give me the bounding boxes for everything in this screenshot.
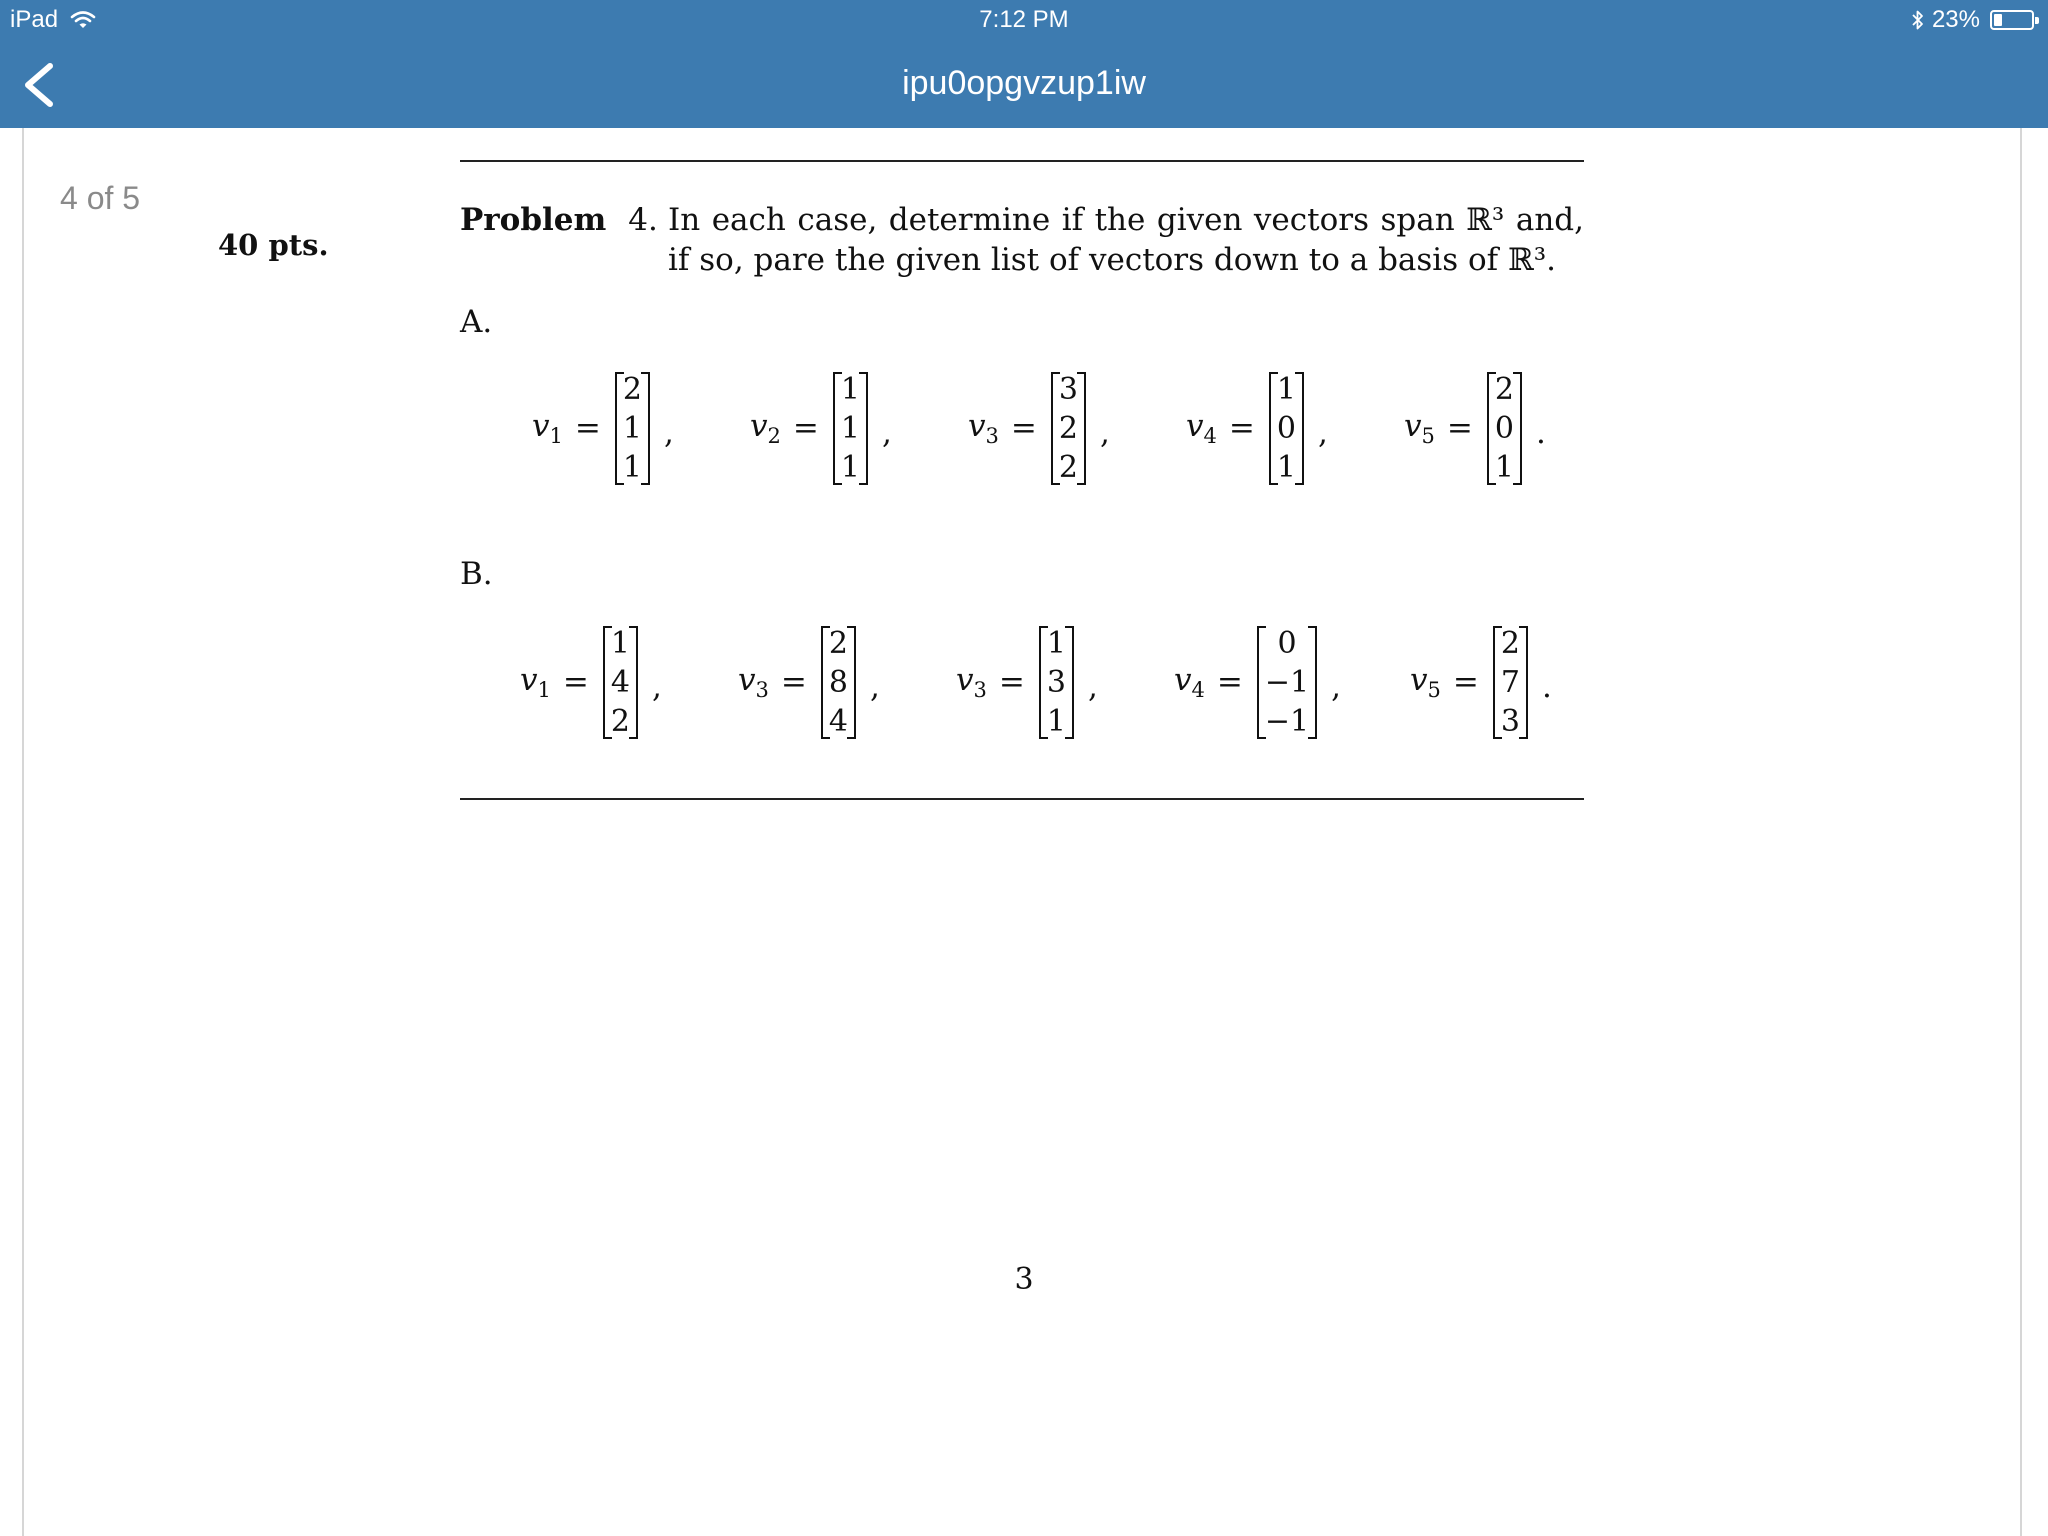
vector-entry: −1: [1264, 664, 1310, 700]
vector-entry: 2: [622, 371, 642, 407]
vector-entry: 0: [1494, 410, 1514, 446]
column-vector: [1257, 624, 1317, 741]
vector-entry: 4: [610, 664, 630, 700]
vector-name: $v_3$: [738, 661, 769, 703]
page-number: 3: [1014, 1262, 1034, 1297]
vector-name: $v_3$: [956, 661, 987, 703]
vector-subscript: 3: [973, 678, 987, 703]
vector: [1186, 366, 1328, 490]
problem-statement: [460, 200, 1584, 280]
vector: [1410, 620, 1552, 744]
equals-sign: =: [1446, 410, 1473, 446]
vector-name: $v_3$: [968, 407, 999, 449]
vector-entry: −1: [1264, 703, 1310, 739]
vector-name: $v_2$: [750, 407, 781, 449]
vector-entry: 4: [828, 703, 848, 739]
vector: [738, 620, 880, 744]
vector-subscript: 4: [1191, 678, 1205, 703]
vector-entry: 0: [1276, 410, 1296, 446]
vector-entry: 0: [1277, 625, 1297, 661]
column-vector: [833, 370, 868, 487]
vector-punctuation: ,: [881, 415, 892, 451]
vector: [520, 620, 662, 744]
vector-name: $v_1$: [520, 661, 551, 703]
vector-entry: 1: [1046, 703, 1066, 739]
vector-row-a: [460, 366, 1584, 490]
equals-sign: =: [792, 410, 819, 446]
column-vector: [1051, 370, 1086, 487]
vector: [750, 366, 892, 490]
vector: [1404, 366, 1546, 490]
battery-icon: [1990, 10, 2034, 30]
top-bar: [0, 0, 2048, 128]
part-label-a: A.: [460, 304, 493, 340]
top-rule: [460, 160, 1584, 162]
column-vector: [1269, 370, 1304, 487]
vector-punctuation: ,: [651, 669, 662, 705]
vector-entry: 2: [1500, 625, 1520, 661]
vector-punctuation: .: [1541, 669, 1552, 705]
vector-punctuation: ,: [1317, 415, 1328, 451]
document-page[interactable]: [22, 128, 2022, 1536]
vector-entry: 2: [1058, 449, 1078, 485]
vector-punctuation: ,: [1099, 415, 1110, 451]
vector-entry: 3: [1500, 703, 1520, 739]
bluetooth-icon: [1910, 8, 1926, 32]
vector-name: $v_1$: [532, 407, 563, 449]
vector-entry: 2: [1058, 410, 1078, 446]
vector-subscript: 3: [755, 678, 769, 703]
vector: [1174, 620, 1341, 744]
column-vector: [615, 370, 650, 487]
vector-punctuation: ,: [1331, 669, 1341, 705]
equals-sign: =: [562, 664, 589, 700]
column-vector: [1487, 370, 1522, 487]
equals-sign: =: [1228, 410, 1255, 446]
vector-entry: 1: [840, 371, 860, 407]
equals-sign: =: [1452, 664, 1479, 700]
vector-entry: 1: [622, 449, 642, 485]
vector-entry: 1: [1494, 449, 1514, 485]
battery-percent: 23%: [1931, 6, 1980, 33]
vector-entry: 1: [622, 410, 642, 446]
vector-subscript: 2: [767, 424, 781, 449]
vector-entry: 3: [1046, 664, 1066, 700]
vector: [532, 366, 674, 490]
bottom-rule: [460, 798, 1584, 800]
vector-entry: 1: [1276, 371, 1296, 407]
vector-row-b: [460, 620, 1584, 744]
problem-text: In each case, determine if the given vectors span ℝ³ and, if so, pare the given list of vectors down to a basis of ℝ³.: [668, 202, 1584, 278]
vector-subscript: 4: [1203, 424, 1217, 449]
vector-punctuation: .: [1535, 415, 1546, 451]
vector-name: $v_4$: [1174, 661, 1205, 703]
vector-punctuation: ,: [869, 669, 880, 705]
document-title: ipu0opgvzup1iw: [902, 64, 1146, 102]
vector-entry: 2: [610, 703, 630, 739]
equals-sign: =: [1216, 664, 1243, 700]
vector-name: $v_5$: [1404, 407, 1435, 449]
vector-entry: 1: [1046, 625, 1066, 661]
points-label: 40 pts.: [218, 228, 329, 262]
battery-level: [1994, 14, 2002, 26]
problem-heading: [460, 200, 658, 240]
problem-label: Problem: [460, 202, 607, 238]
vector-entry: 7: [1500, 664, 1520, 700]
vector-entry: 3: [1058, 371, 1078, 407]
vector: [968, 366, 1110, 490]
status-time: 7:12 PM: [979, 6, 1069, 33]
column-vector: [821, 624, 856, 741]
equals-sign: =: [998, 664, 1025, 700]
vector-subscript: 1: [549, 424, 563, 449]
vector-entry: 1: [840, 449, 860, 485]
vector-entry: 2: [828, 625, 848, 661]
vector-entry: 8: [828, 664, 848, 700]
equals-sign: =: [574, 410, 601, 446]
vector-punctuation: ,: [663, 415, 674, 451]
status-right: [1910, 6, 2034, 34]
column-vector: [1493, 624, 1528, 741]
vector: [956, 620, 1098, 744]
vector-name: $v_5$: [1410, 661, 1441, 703]
problem-number: 4.: [628, 202, 658, 238]
column-vector: [1039, 624, 1074, 741]
vector-name: $v_4$: [1186, 407, 1217, 449]
page-indicator: 4 of 5: [60, 180, 141, 216]
vector-punctuation: ,: [1087, 669, 1098, 705]
vector-subscript: 3: [985, 424, 999, 449]
equals-sign: =: [780, 664, 807, 700]
part-label-b: B.: [460, 556, 493, 592]
vector-subscript: 5: [1421, 424, 1435, 449]
vector-entry: 1: [1276, 449, 1296, 485]
vector-entry: 1: [610, 625, 630, 661]
column-vector: [603, 624, 638, 741]
device-name: iPad: [10, 6, 59, 33]
vector-subscript: 5: [1427, 678, 1441, 703]
equals-sign: =: [1010, 410, 1037, 446]
vector-subscript: 1: [537, 678, 551, 703]
vector-entry: 2: [1494, 371, 1514, 407]
vector-entry: 1: [840, 410, 860, 446]
